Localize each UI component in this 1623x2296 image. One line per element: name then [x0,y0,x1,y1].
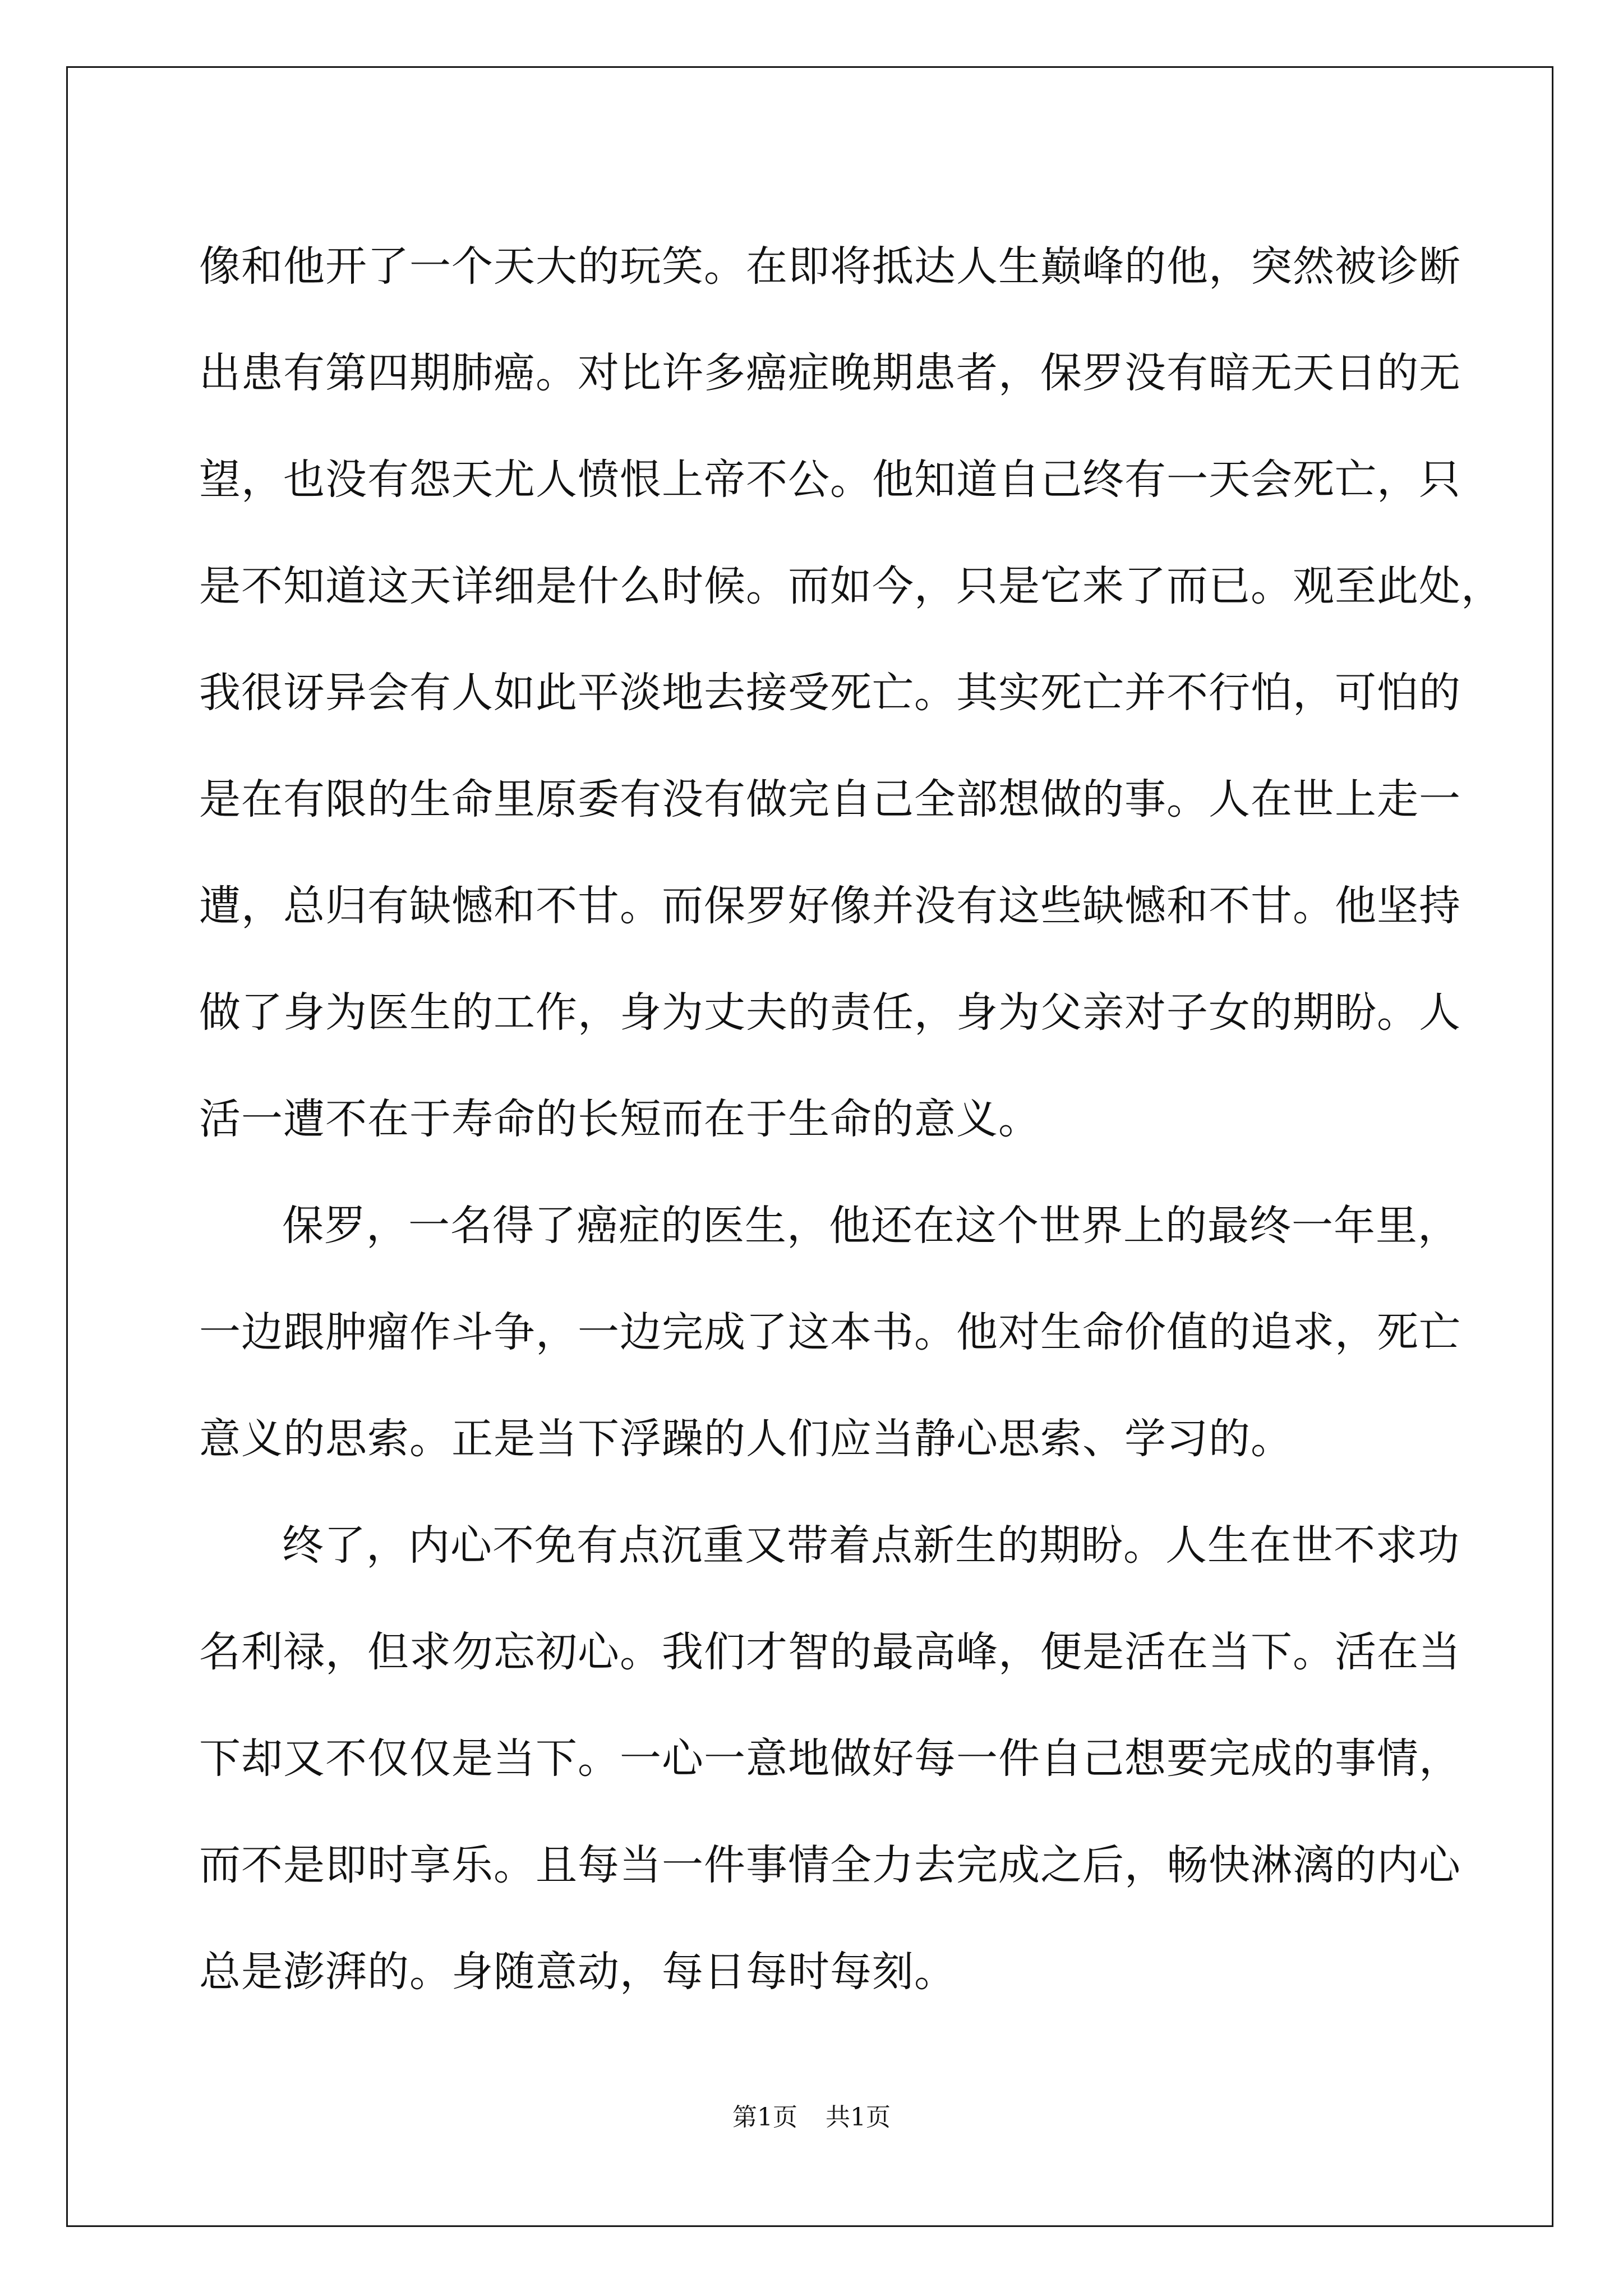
text-line: 下却又不仅仅是当下。一心一意地做好每一件自己想要完成的事情， [199,1734,1461,1783]
paragraph-start-line: 保罗，一名得了癌症的医生，他还在这个世界上的最终一年里， [282,1202,1460,1250]
text-line: 意义的思索。正是当下浮躁的人们应当静心思索、学习的。 [199,1415,1293,1463]
text-line: 我很讶异会有人如此平淡地去接受死亡。其实死亡并不行怕，可怕的 [199,669,1461,717]
text-line: 而不是即时享乐。且每当一件事情全力去完成之后，畅快淋漓的内心 [199,1841,1461,1889]
text-line: 总是澎湃的。身随意动，每日每时每刻。 [199,1948,956,1996]
page-footer [0,2097,1623,2133]
text-line: 活一遭不在于寿命的长短而在于生命的意义。 [199,1095,1040,1143]
text-line: 名利禄，但求勿忘初心。我们才智的最高峰，便是活在当下。活在当 [199,1628,1461,1676]
text-line: 望，也没有怨天尤人愤恨上帝不公。他知道自己终有一天会死亡，只 [199,455,1461,504]
page-number-current: 第1页 [732,2103,797,2132]
text-line: 遭，总归有缺憾和不甘。而保罗好像并没有这些缺憾和不甘。他坚持 [199,882,1461,930]
paragraph-start-line: 终了，内心不免有点沉重又带着点新生的期盼。人生在世不求功 [282,1521,1460,1570]
document-body [199,213,1503,2025]
text-line: 出患有第四期肺癌。对比许多癌症晚期患者，保罗没有暗无天日的无 [199,349,1461,397]
text-line: 一边跟肿瘤作斗争，一边完成了这本书。他对生命价值的追求，死亡 [199,1308,1461,1356]
text-line: 是在有限的生命里原委有没有做完自己全部想做的事。人在世上走一 [199,775,1461,823]
text-line: 是不知道这天详细是什么时候。而如今，只是它来了而已。观至此处， [199,562,1503,610]
page-number-total: 共1页 [826,2103,891,2132]
text-line: 像和他开了一个天大的玩笑。在即将抵达人生巅峰的他，突然被诊断 [199,242,1461,291]
text-line: 做了身为医生的工作，身为丈夫的责任，身为父亲对子女的期盼。人 [199,988,1461,1037]
